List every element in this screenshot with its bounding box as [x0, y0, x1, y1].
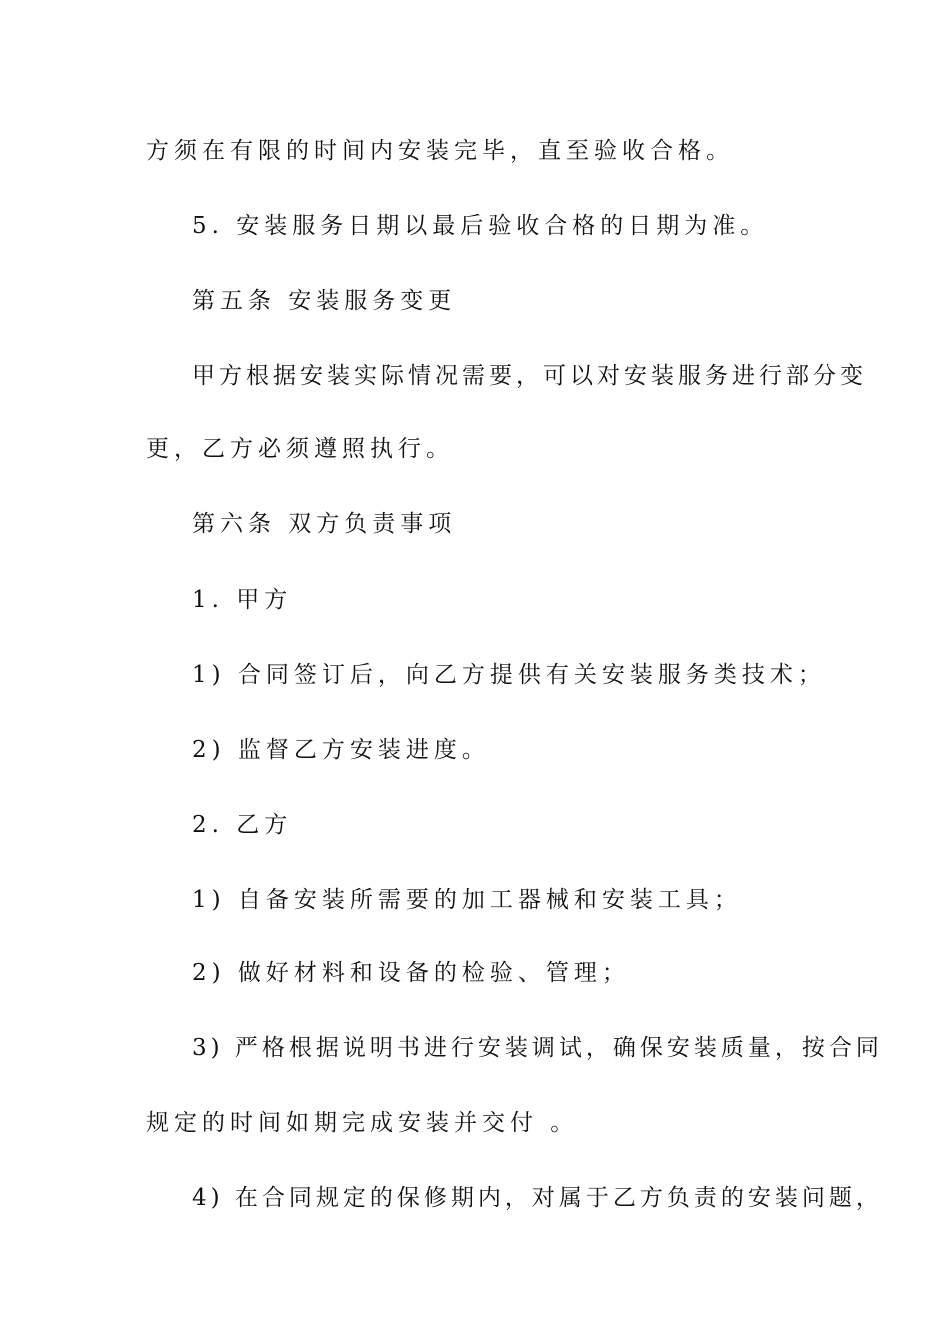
list-item: 1. 甲方 [192, 587, 293, 613]
paragraph-line: 规定的时间如期完成安装并交付 。 [146, 1110, 579, 1136]
list-item: 1) 合同签订后，向乙方提供有关安装服务类技术； [192, 662, 826, 688]
list-item: 2. 乙方 [192, 812, 293, 838]
paragraph-line: 方须在有限的时间内安装完毕，直至验收合格。 [146, 138, 734, 164]
list-item: 2) 做好材料和设备的检验、管理； [192, 960, 630, 986]
list-item: 1) 自备安装所需要的加工器械和安装工具； [192, 887, 742, 913]
paragraph-line: 甲方根据安装实际情况需要，可以对安装服务进行部分变 [192, 363, 867, 389]
paragraph-line: 5. 安装服务日期以最后验收合格的日期为准。 [192, 213, 769, 239]
list-item: 2) 监督乙方安装进度。 [192, 737, 490, 763]
section-heading: 第六条 双方负责事项 [192, 511, 457, 537]
paragraph-line: 更，乙方必须遵照执行。 [146, 436, 454, 462]
list-item: 4) 在合同规定的保修期内，对属于乙方负责的安装问题， [192, 1185, 883, 1211]
section-heading: 第五条 安装服务变更 [192, 288, 457, 314]
list-item: 3) 严格根据说明书进行安装调试，确保安装质量，按合同 [192, 1035, 883, 1061]
